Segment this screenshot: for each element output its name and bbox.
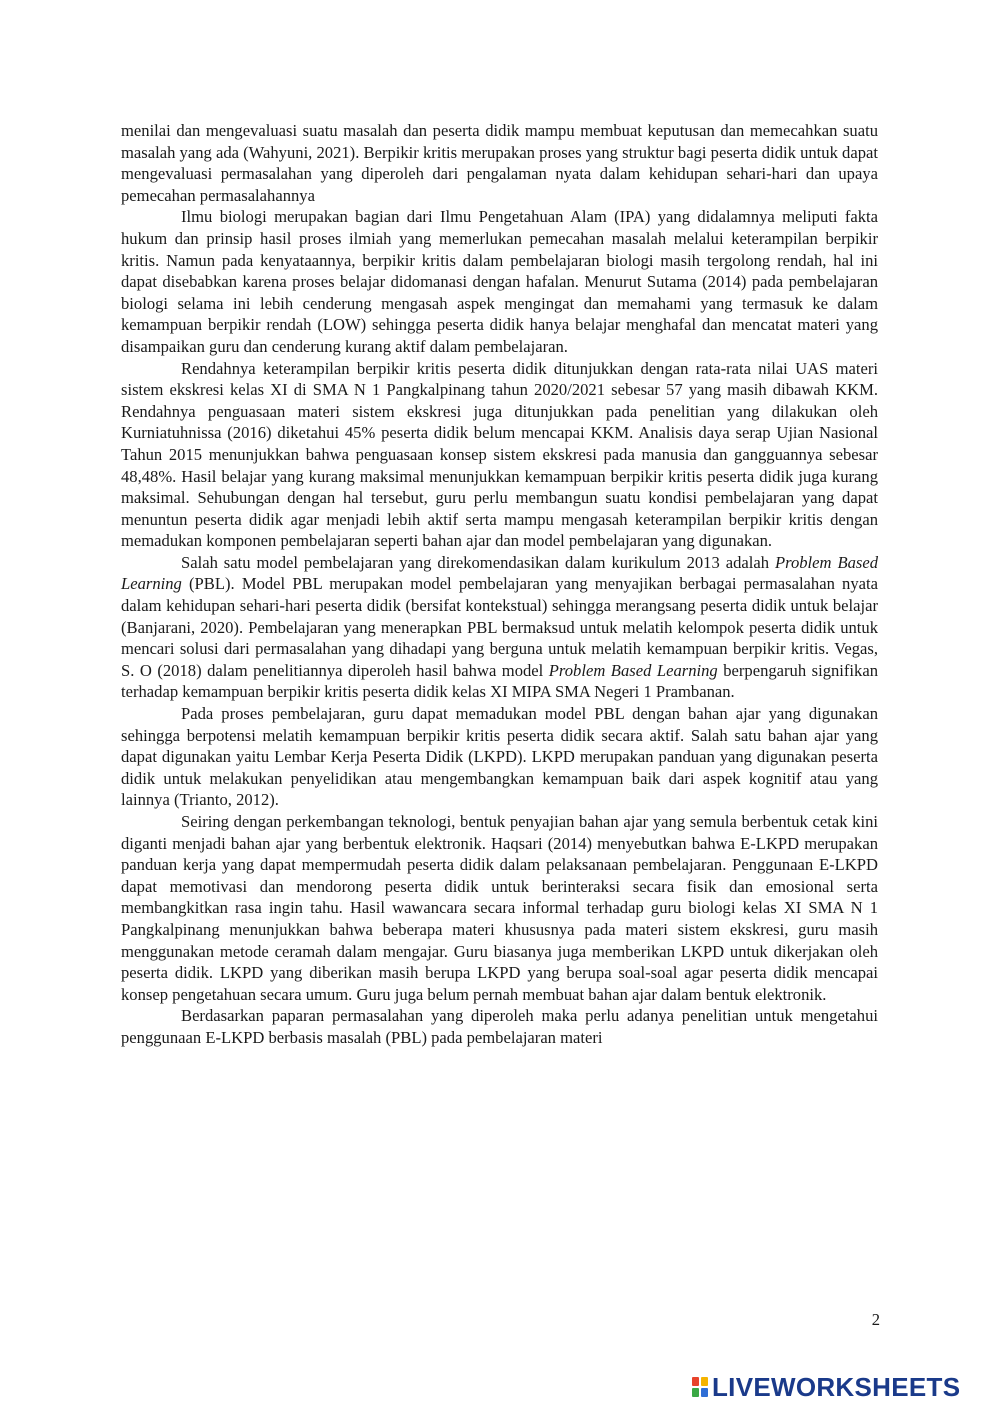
paragraph-text: (PBL). Model PBL merupakan model pembelajaran yang menyajikan berbagai permasalahan nyata dalam kehidupan sehari-hari peserta didik (bersifat kontekstual) sehingga merangsang peserta didik untuk belajar (Banjarani, 2020). Pembelajaran yang menerapkan PBL bermaksud untuk melatih kelompok peserta didik untuk mencari solusi dari permasalahan yang dihadapi yang berguna untuk melatih kemampuan berpikir kritis. Vegas, S. O (2018) dalam penelitiannya diperoleh hasil bahwa model [121,574,878,680]
italic-term: Problem Based Learning [548,660,718,680]
paragraph-text: Berdasarkan paparan permasalahan yang diperoleh maka perlu adanya penelitian untuk mengetahui penggunaan E-LKPD berbasis masalah (PBL) pada pembelajaran materi [121,1006,878,1047]
paragraph-text: Seiring dengan perkembangan teknologi, bentuk penyajian bahan ajar yang semula berbentuk cetak kini diganti menjadi bahan ajar yang berbentuk elektronik. Haqsari (2014) menyebutkan bahwa E-LKPD merupakan panduan kerja yang dapat mempermudah peserta didik dalam pelaksanaan pembelajaran. Penggunaan E-LKPD dapat memotivasi dan mendorong peserta didik untuk berinteraksi secara fisik dan emosional serta membangkitkan rasa ingin tahu. Hasil wawancara secara informal terhadap guru biologi kelas XI SMA N 1 Pangkalpinang menunjukkan bahwa beberapa materi khususnya pada materi sistem ekskresi, guru masih menggunakan metode ceramah dalam mengajar. Guru biasanya juga memberikan LKPD untuk dikerjakan oleh peserta didik. LKPD yang diberikan masih berupa LKPD yang berupa soal-soal agar peserta didik mencapai konsep pengetahuan secara umum. Guru juga belum pernah membuat bahan ajar dalam bentuk elektronik. [121,812,878,1004]
paragraph [121,358,878,552]
italic-term: Problem Based Learning [121,552,878,594]
page-number: 2 [871,1310,880,1329]
logo-tile-red [692,1377,699,1386]
paragraph [121,206,878,357]
paragraph-text: berpengaruh signifikan terhadap kemampuan berpikir kritis peserta didik kelas XI MIPA SMA Negeri 1 Prambanan. [121,660,879,702]
paragraph-text: Ilmu biologi merupakan bagian dari Ilmu Pengetahuan Alam (IPA) yang didalamnya meliputi fakta hukum dan prinsip hasil proses ilmiah yang memerlukan pemecahan masalah melalui keterampilan berpikir kritis. Namun pada kenyataannya, berpikir kritis dalam pembelajaran biologi masih tergolong rendah, hal ini dapat disebabkan karena proses belajar didomanasi dengan hafalan. Menurut Sutama (2014) pada pembelajaran biologi selama ini lebih cenderung mengasah aspek mengingat dan memahami yang termasuk ke dalam kemampuan berpikir rendah (LOW) sehingga peserta didik hanya belajar menghafal dan mencatat materi yang disampaikan guru dan cenderung kurang aktif dalam pembelajaran. [121,207,878,356]
paragraph-text: Rendahnya keterampilan berpikir kritis peserta didik ditunjukkan dengan rata-rata nilai UAS materi sistem ekskresi kelas XI di SMA N 1 Pangkalpinang tahun 2020/2021 sebesar 57 yang masih dibawah KKM. Rendahnya penguasaan materi sistem ekskresi juga ditunjukkan pada penelitian yang dilakukan oleh Kurniatuhnissa (2016) diketahui 45% peserta didik belum mencapai KKM. Analisis daya serap Ujian Nasional Tahun 2015 menunjukkan bahwa penguasaan konsep sistem ekskresi pada manusia dan gangguannya sebesar 48,48%. Hasil belajar yang kurang maksimal menunjukkan kemampuan berpikir kritis peserta didik juga kurang maksimal. Sehubungan dengan hal tersebut, guru perlu membangun suatu kondisi pembelajaran yang dapat menuntun peserta didik agar menjadi lebih aktif serta mampu mengasah keterampilan berpikir kritis dengan memadukan komponen pembelajaran seperti bahan ajar dan model pembelajaran yang digunakan. [121,358,878,551]
paragraph [121,703,878,811]
paragraph-text: Pada proses pembelajaran, guru dapat memadukan model PBL dengan bahan ajar yang digunakan sehingga berpotensi melatih kemampuan berpikir kritis peserta didik secara aktif. Salah satu bahan ajar yang dapat digunakan yaitu Lembar Kerja Peserta Didik (LKPD). LKPD merupakan panduan yang digunakan peserta didik untuk melakukan penyelidikan atau mengembangkan kemampuan baik dari aspek kognitif atau yang lainnya (Trianto, 2012). [121,704,878,810]
paragraph-text: Salah satu model pembelajaran yang direkomendasikan dalam kurikulum 2013 adalah [181,552,775,572]
liveworksheets-logo-icon [692,1377,708,1397]
paragraph [121,120,878,206]
paragraph [121,811,878,1005]
logo-tile-blue [701,1388,708,1397]
document-body [121,120,878,1049]
paragraph [121,1005,878,1048]
paragraph [121,552,878,703]
logo-tile-green [692,1388,699,1397]
liveworksheets-brand[interactable] [692,1372,960,1402]
paragraph-text: menilai dan mengevaluasi suatu masalah dan peserta didik mampu membuat keputusan dan memecahkan suatu masalah yang ada (Wahyuni, 2021). Berpikir kritis merupakan proses yang struktur bagi peserta didik untuk dapat mengevaluasi permasalahan yang diperoleh dari pengalaman nyata dalam kehidupan sehari-hari dan upaya pemecahan permasalahannya [121,121,878,205]
brand-name: LIVEWORKSHEETS [712,1372,961,1402]
logo-tile-yellow [701,1377,708,1386]
